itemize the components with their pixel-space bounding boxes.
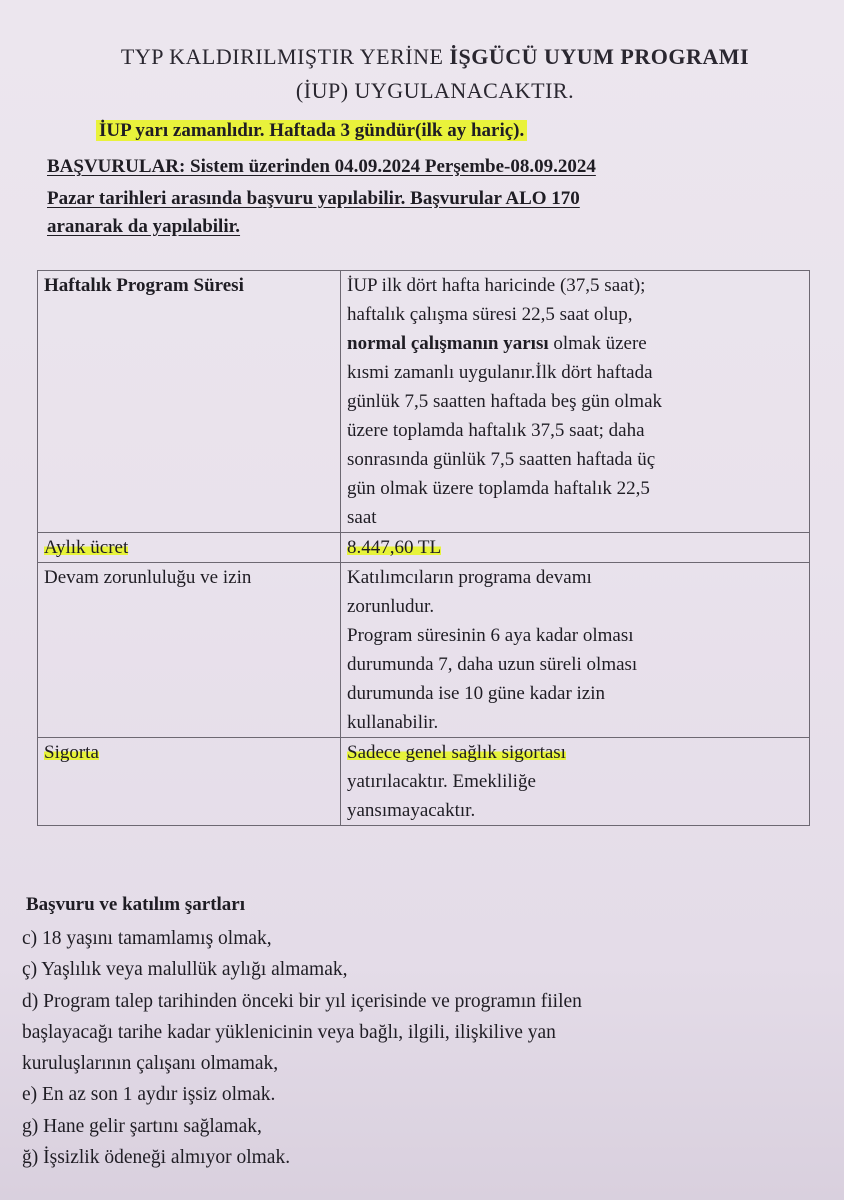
- list-item: d) Program talep tarihinden önceki bir yıl içerisinde ve programın fiilen: [22, 991, 582, 1012]
- application-line-2: Pazar tarihleri arasında başvuru yapılabilir. Başvurular ALO 170: [47, 188, 580, 209]
- program-info-table: [37, 270, 810, 826]
- table-row: [38, 271, 810, 533]
- list-item: ğ) İşsizlik ödeneği almıyor olmak.: [22, 1147, 291, 1168]
- insurance-line: [347, 738, 803, 767]
- monthly-wage-amount: 8.447,60 TL: [347, 537, 442, 558]
- list-item: g) Hane gelir şartını sağlamak,: [22, 1116, 262, 1137]
- weekly-line: [347, 329, 803, 358]
- list-item: c) 18 yaşını tamamlamış olmak,: [22, 928, 272, 949]
- weekly-line: gün olmak üzere toplamda haftalık 22,5: [347, 478, 650, 499]
- application-line-3: aranarak da yapılabilir.: [47, 216, 241, 237]
- weekly-line: sonrasında günlük 7,5 saatten haftada üç: [347, 449, 656, 470]
- attendance-line: Program süresinin 6 aya kadar olması: [347, 625, 634, 646]
- weekly-bold-phrase: normal çalışmanın yarısı: [347, 333, 549, 354]
- insurance-line: yansımayacaktır.: [347, 800, 476, 821]
- weekly-duration-label: Haftalık Program Süresi: [38, 271, 341, 533]
- table-row: [38, 738, 810, 826]
- insurance-label-text: Sigorta: [44, 742, 99, 763]
- list-item: kuruluşlarının çalışanı olmamak,: [22, 1053, 279, 1074]
- attendance-line: kullanabilir.: [347, 712, 439, 733]
- weekly-line: saat: [347, 507, 377, 528]
- title-part-a: TYP KALDIRILMIŞTIR YERİNE: [120, 44, 450, 69]
- attendance-line: Katılımcıların programa devamı: [347, 567, 592, 588]
- attendance-label: Devam zorunluluğu ve izin: [38, 563, 341, 738]
- attendance-line: durumunda ise 10 güne kadar izin: [347, 683, 606, 704]
- title-part-b: İŞGÜCÜ UYUM PROGRAMI: [449, 44, 750, 69]
- table-row: [38, 533, 810, 563]
- table-row: [38, 563, 810, 738]
- monthly-wage-label: [38, 533, 341, 563]
- weekly-duration-value: [341, 271, 810, 533]
- attendance-line: zorunludur.: [347, 596, 435, 617]
- weekly-line: üzere toplamda haftalık 37,5 saat; daha: [347, 420, 645, 441]
- insurance-line-highlighted: Sadece genel sağlık sigortası: [347, 742, 566, 763]
- weekly-line: İUP ilk dört hafta haricinde (37,5 saat);: [347, 275, 646, 296]
- weekly-line: haftalık çalışma süresi 22,5 saat olup,: [347, 304, 633, 325]
- weekly-line-rest: olmak üzere: [553, 333, 647, 354]
- insurance-line: yatırılacaktır. Emekliliğe: [347, 771, 536, 792]
- attendance-line: durumunda 7, daha uzun süreli olması: [347, 654, 638, 675]
- weekly-line: kısmi zamanlı uygulanır.İlk dört haftada: [347, 362, 653, 383]
- weekly-line: günlük 7,5 saatten haftada beş gün olmak: [347, 391, 663, 412]
- page-title-line-2: (İUP) UYGULANACAKTIR.: [295, 78, 575, 103]
- monthly-wage-value: [341, 533, 810, 563]
- insurance-value: [341, 738, 810, 826]
- part-time-notice: [96, 120, 527, 142]
- page-title-line-1: [40, 44, 830, 70]
- list-item: e) En az son 1 aydır işsiz olmak.: [22, 1084, 276, 1105]
- monthly-wage-label-text: Aylık ücret: [44, 537, 129, 558]
- requirements-title: Başvuru ve katılım şartları: [26, 894, 246, 915]
- part-time-text: İUP yarı zamanlıdır. Haftada 3 gündür(ilk ay hariç).: [96, 120, 527, 141]
- list-item: ç) Yaşlılık veya malullük aylığı almamak,: [22, 959, 348, 980]
- list-item: başlayacağı tarihe kadar yüklenicinin veya bağlı, ilgili, ilişkilive yan: [22, 1022, 556, 1043]
- attendance-value: [341, 563, 810, 738]
- insurance-label: [38, 738, 341, 826]
- application-line-1: BAŞVURULAR: Sistem üzerinden 04.09.2024 Perşembe-08.09.2024: [47, 156, 596, 177]
